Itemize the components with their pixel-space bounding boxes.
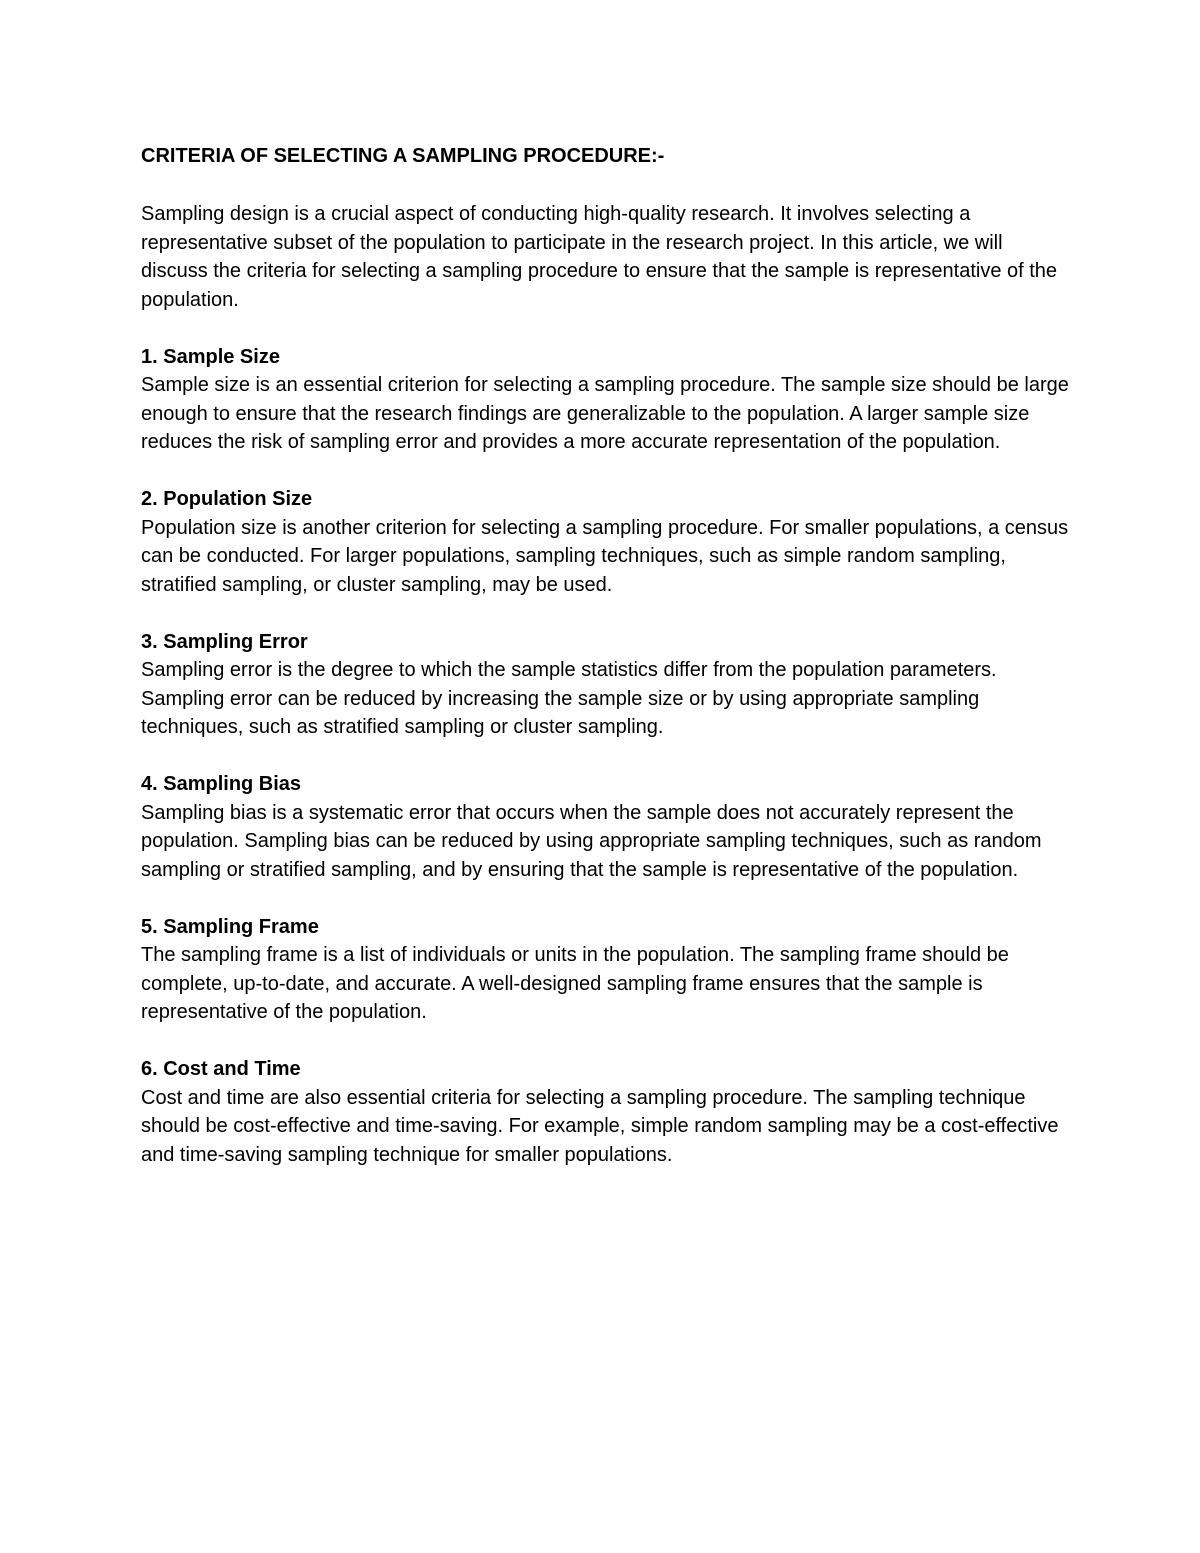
criterion-heading: 5. Sampling Frame — [141, 915, 319, 938]
criterion-cost-and-time — [141, 1055, 1071, 1169]
criterion-heading: 4. Sampling Bias — [141, 773, 302, 795]
document-title: CRITERIA OF SELECTING A SAMPLING PROCEDURE:- — [141, 145, 665, 167]
intro-paragraph: Sampling design is a crucial aspect of conducting high-quality research. It involves selecting a representative subset of the population to participate in the research project. In this article, we will discuss the criteria for selecting a sampling procedure to ensure that the sample is representative of the population. — [141, 203, 1058, 311]
criterion-body: Cost and time are also essential criteria for selecting a sampling procedure. The sampling technique should be cost-effective and time-saving. For example, simple random sampling may be a cost-effective and time-saving sampling technique for smaller populations. — [141, 1086, 1059, 1166]
criterion-body: The sampling frame is a list of individuals or units in the population. The sampling frame should be complete, up-to-date, and accurate. A well-designed sampling frame ensures that the sample is representative of the population. — [141, 944, 1009, 1023]
document-page — [141, 140, 1071, 1198]
criterion-heading: 3. Sampling Error — [141, 630, 308, 653]
criterion-body: Sampling error is the degree to which the sample statistics differ from the population parameters. Sampling error can be reduced by increasing the sample size or by using appropriate sampling techniques, such as stratified sampling or cluster sampling. — [141, 659, 997, 738]
criterion-heading: 1. Sample Size — [141, 345, 280, 368]
criterion-sampling-bias — [141, 770, 1071, 884]
criterion-population-size — [141, 485, 1071, 599]
criterion-body: Sampling bias is a systematic error that occurs when the sample does not accurately represent the population. Sampling bias can be reduced by using appropriate sampling techniques, such as random sampling or stratified sampling, and by ensuring that the sample is representative of the population. — [141, 801, 1042, 881]
criterion-heading: 2. Population Size — [141, 488, 313, 510]
criterion-sampling-error — [141, 628, 1071, 742]
criterion-heading: 6. Cost and Time — [141, 1058, 301, 1080]
criterion-sampling-frame — [141, 913, 1071, 1027]
criterion-sample-size — [141, 343, 1071, 457]
criterion-body: Population size is another criterion for selecting a sampling procedure. For smaller populations, a census can be conducted. For larger populations, sampling techniques, such as simple random sampling, stratified sampling, or cluster sampling, may be used. — [141, 516, 1069, 596]
criterion-body: Sample size is an essential criterion for selecting a sampling procedure. The sample size should be large enough to ensure that the research findings are generalizable to the population. A larger sample size reduces the risk of sampling error and provides a more accurate representation of the population. — [141, 374, 1069, 453]
